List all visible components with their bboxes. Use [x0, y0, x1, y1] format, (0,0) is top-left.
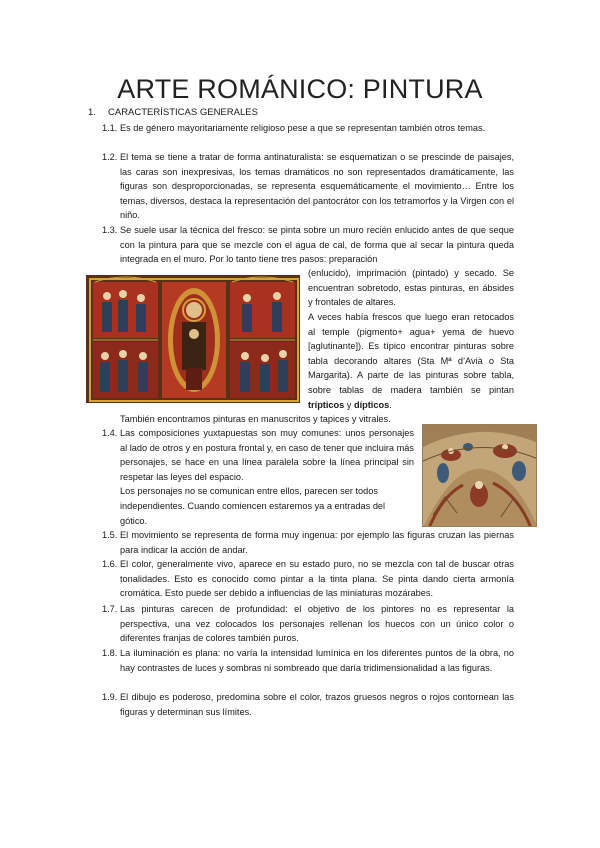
period: .: [389, 399, 392, 410]
paragraph-1-3: [102, 223, 514, 267]
paragraph-1-1: [102, 121, 514, 136]
paragraph-1-9: [102, 690, 514, 719]
altar-frontal-illustration: [87, 276, 300, 403]
section-heading: [88, 107, 258, 118]
item-number: 1.8.: [102, 648, 118, 658]
item-number: 1.3.: [102, 225, 118, 235]
paragraph-1-6: [102, 557, 514, 601]
paragraph-1-5: [102, 528, 514, 557]
item-text: Las composiciones yuxtapuestas son muy comunes: unos personajes al lado de otros y en postura frontal y, en caso de tener que incluira más personajes, se hace en una línea paralela sobre la línea principal sin respetar las leyes del espacio.: [120, 428, 414, 482]
item-text: A veces había frescos que luego eran retocados al temple (pigmento+ agua+ yema de huevo [aglutinante]). Es típico encontrar pinturas sobre tabla decorando altares (Sta Mª d’Avià o Sta Margarita). A parte de las pinturas sobre tabla, sobre tablas de madera también se pintan: [308, 312, 514, 395]
item-text-continued: Los personajes no se comunican entre ellos, parecen ser todos independientes. Cuando comiencen estaremos ya a entradas del gótico.: [120, 486, 386, 526]
item-number: 1.2.: [102, 152, 118, 162]
romanesque-altar-frontal-image: [86, 275, 300, 403]
item-text: Las pinturas carecen de profundidad: el objetivo de los pintores no es representar la perspectiva, una vez colocados los personajes rellenan los huecos con un único color o diferentes franjas de colores también puros.: [120, 604, 514, 644]
item-text: La iluminación es plana: no varía la intensidad lumínica en los diferentes puntos de la obra, no hay contrastes de luces y sombras ni sombreado que daría tridimensionalidad a las figuras.: [120, 648, 514, 673]
vault-fresco-illustration: [423, 425, 537, 527]
item-number: 1.6.: [102, 559, 118, 569]
item-text: Se suele usar la técnica del fresco: se pinta sobre un muro recién enlucido antes de que seque con la pintura para que se mezcle con el agua de cal, de forma que al secar la pintura queda integrada en el muro. Por lo tanto tiene tres pasos: preparación: [120, 225, 514, 265]
item-text: El color, generalmente vivo, aparece en su estado puro, no se mezcla con tal de buscar otras tonalidades. Esto es conocido como pintar a la tinta plana. Se pinta dando cierta armonía cromática. Esto puede ser debido a influencias de las miniaturas mozárabes.: [120, 559, 514, 599]
paragraph-1-4: [102, 426, 414, 528]
romanesque-vault-fresco-image: [422, 424, 537, 527]
paragraph-1-7: [102, 602, 514, 646]
section-label: CARACTERÍSTICAS GENERALES: [108, 107, 258, 118]
item-number: 1.9.: [102, 692, 118, 702]
item-number: 1.5.: [102, 530, 118, 540]
conjunction: y: [344, 399, 354, 410]
paragraph-1-8: [102, 646, 514, 675]
paragraph-1-2: [102, 150, 514, 223]
item-text: Es de género mayoritariamente religioso pese a que se representan también otros temas.: [120, 123, 486, 133]
item-number: 1.4.: [102, 428, 118, 438]
item-text: El dibujo es poderoso, predomina sobre el color, trazos gruesos negros o rojos contornean las figuras y determinan sus límites.: [120, 692, 514, 717]
page-title: ARTE ROMÁNICO: PINTURA: [117, 74, 483, 104]
item-number: 1.7.: [102, 604, 118, 614]
bold-term-dipticos: dípticos: [353, 399, 390, 410]
item-text: El tema se tiene a tratar de forma antinaturalista: se esquematizan o se prescinde de paisajes, las caras son inexpresivas, los temas dramáticos no son representados dramáticamente, las figuras son desproporcionadas, se representa esquemáticamente el movimiento… Entre los temas, diversos, destaca la representación del pantocrátor con los tetramorfos y la Virgen con el niño.: [120, 152, 514, 221]
section-number: 1.: [88, 107, 96, 118]
bold-term-tripticos: trípticos: [308, 399, 345, 410]
paragraph-1-3-right-a: (enlucido), imprimación (pintado) y secado. Se encuentran sobretodo, estas pinturas, en ábsides y frontales de altares.: [308, 268, 514, 308]
paragraph-1-3-bottom: También encontramos pinturas en manuscritos y tapices y vitrales.: [120, 414, 391, 424]
paragraph-1-3-right-b: [308, 310, 514, 412]
item-number: 1.1.: [102, 123, 118, 133]
item-text: El movimiento se representa de forma muy ingenua: por ejemplo las figuras cruzan las piernas para indicar la acción de andar.: [120, 530, 514, 555]
